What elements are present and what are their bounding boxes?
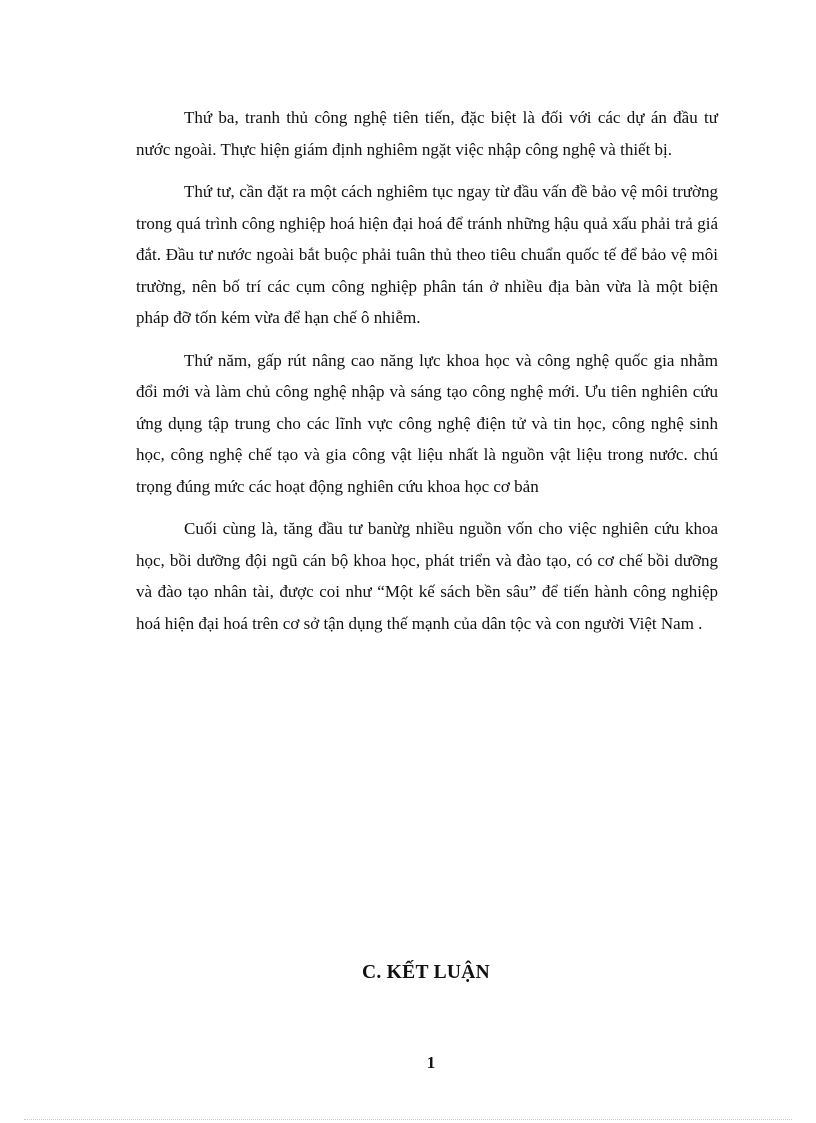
section-heading: C. KẾT LUẬN	[361, 962, 491, 983]
page-number: 1	[426, 1053, 436, 1072]
paragraph-cuoi-cung: Cuối cùng là, tăng đầu tư banừg nhiều nguồn vốn cho việc nghiên cứu khoa học, bồi dưỡng đội ngũ cán bộ khoa học, phát triển và đào tạo, có cơ chế bồi dưỡng và đào tạo nhân tài, được coi như “Một kế sách bền sâu” để tiến hành công nghiệp hoá hiện đại hoá trên cơ sở tận dụng thế mạnh của dân tộc và con người Việt Nam .	[136, 519, 718, 633]
body-text	[136, 102, 718, 650]
paragraph-thu-tu: Thứ tư, cần đặt ra một cách nghiêm tục ngay từ đầu vấn đề bảo vệ môi trường trong quá trình công nghiệp hoá hiện đại hoá để tránh những hậu quả xấu phải trả giá đắt. Đầu tư nước ngoài bắt buộc phải tuân thủ theo tiêu chuẩn quốc tế để bảo vệ môi trường, nên bố trí các cụm công nghiệp phân tán ở nhiều địa bàn vừa là một biện pháp đỡ tốn kém vừa để hạn chế ô nhiễm.	[136, 182, 718, 327]
page-bottom-edge	[24, 1119, 792, 1120]
paragraph-thu-nam: Thứ năm, gấp rút nâng cao năng lực khoa học và công nghệ quốc gia nhằm đổi mới và làm chủ công nghệ nhập và sáng tạo công nghệ mới. Ưu tiên nghiên cứu ứng dụng tập trung cho các lĩnh vực công nghệ điện tử và tin học, công nghệ sinh học, công nghệ chế tạo và gia công vật liệu nhất là nguồn vật liệu trong nước. chú trọng đúng mức các hoạt động nghiên cứu khoa học cơ bản	[136, 350, 718, 496]
paragraph-thu-ba: Thứ ba, tranh thủ công nghệ tiên tiến, đặc biệt là đối với các dự án đầu tư nước ngoài. Thực hiện giám định nghiêm ngặt việc nhập công nghệ và thiết bị.	[136, 108, 718, 159]
